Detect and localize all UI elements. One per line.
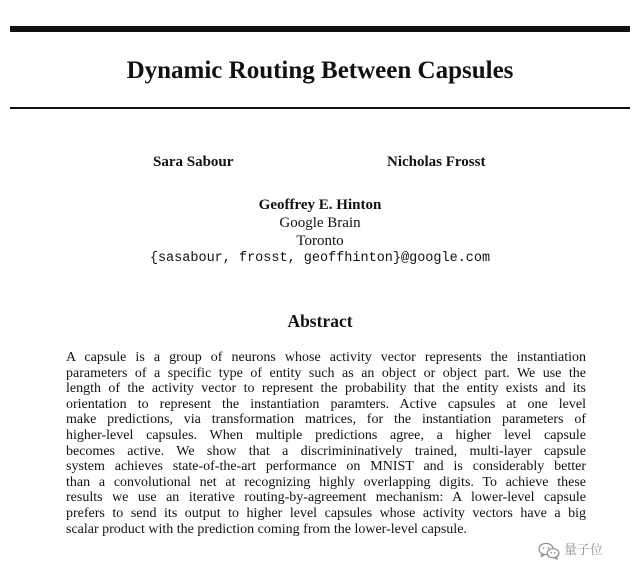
author-emails: {sasabour, frosst, geoffhinton}@google.com	[149, 251, 491, 266]
abstract-heading: Abstract	[287, 311, 353, 331]
author-name: Nicholas Frosst	[387, 154, 486, 170]
abstract-line: orientation to represent the instantiation paramters. Active capsules at one level	[66, 396, 586, 412]
abstract-line: becomes active. We show that a discrimininatively trained, multi-layer capsule	[66, 443, 586, 459]
abstract-line: parameters of a specific type of entity such as an object or object part. We use the	[66, 365, 586, 381]
author-name: Geoffrey E. Hinton	[258, 197, 382, 213]
paper-title: Dynamic Routing Between Capsules	[126, 57, 514, 84]
top-rule	[10, 26, 630, 32]
abstract-line: scalar product with the prediction coming from the lower-level capsule.	[66, 521, 467, 537]
abstract-line: results we use an iterative routing-by-agreement mechanism: A lower-level capsule	[66, 490, 586, 506]
wechat-icon	[538, 542, 560, 560]
abstract-line: system achieves state-of-the-art performance on MNIST and is considerably better	[66, 459, 586, 475]
abstract-line: prefers to send its output to higher level capsules whose activity vectors have a big	[66, 505, 586, 521]
source-watermark	[538, 541, 603, 561]
abstract-line: than a convolutional net at recognizing highly overlapping digits. To achieve these	[66, 474, 586, 490]
abstract-line: A capsule is a group of neurons whose activity vector represents the instantiation	[66, 350, 586, 365]
title-bottom-rule	[10, 107, 630, 109]
abstract-line: make predictions, via transformation matrices, for the instantiation parameters of	[66, 412, 586, 428]
abstract-line: length of the activity vector to represent the probability that the entity exists and its	[66, 381, 586, 397]
author-affiliation-block	[0, 196, 640, 268]
abstract-line: higher-level capsules. When multiple predictions agree, a higher level capsule	[66, 427, 586, 443]
abstract-body	[66, 350, 586, 537]
author-name: Sara Sabour	[153, 154, 234, 170]
location: Toronto	[296, 233, 344, 249]
affiliation: Google Brain	[279, 215, 361, 231]
watermark-text: 量子位	[564, 543, 604, 558]
